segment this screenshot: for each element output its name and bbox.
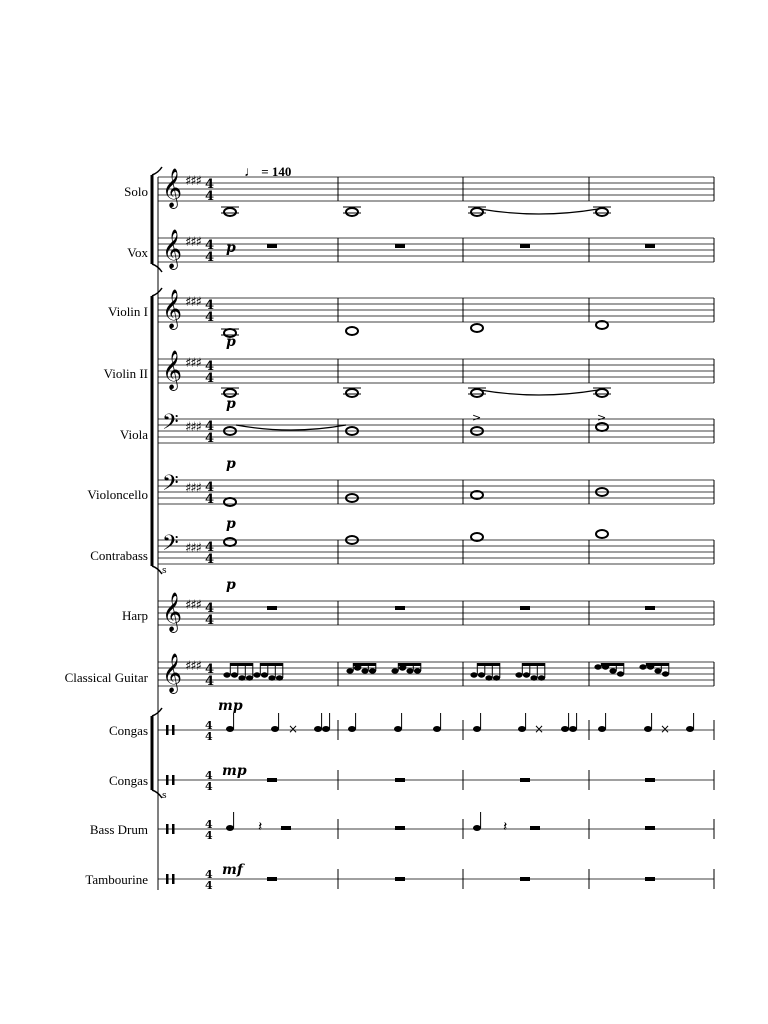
treble-clef-icon: 𝄞 — [162, 350, 183, 390]
whole-rest — [395, 826, 405, 830]
quarter-note — [473, 825, 481, 831]
quarter-note — [226, 726, 234, 732]
note-beam — [230, 663, 253, 666]
whole-rest — [530, 826, 540, 830]
instrument-label-viola: Viola — [119, 427, 148, 442]
dynamic-solo: p — [226, 240, 236, 256]
key-signature-sharps: ♯♯♯ — [185, 541, 201, 556]
muted-note-x: × — [660, 722, 671, 736]
time-signature-bottom: 4 — [205, 552, 215, 567]
whole-rest — [645, 877, 655, 881]
key-signature-sharps: ♯♯♯ — [185, 174, 201, 189]
time-signature-bottom: 4 — [205, 492, 215, 507]
key-signature-sharps: ♯♯♯ — [185, 295, 201, 310]
whole-note — [224, 498, 236, 506]
tempo-marking — [244, 164, 291, 181]
whole-rest — [520, 606, 530, 610]
time-signature-top: 4 — [205, 818, 213, 831]
key-signature-sharps: ♯♯♯ — [185, 481, 201, 496]
quarter-note — [433, 726, 441, 732]
tie — [480, 209, 598, 214]
instrument-label-bass-drum: Bass Drum — [89, 822, 148, 837]
percussion-clef-icon — [166, 874, 169, 884]
barlines — [158, 177, 714, 889]
bracket-strings-top — [152, 288, 162, 296]
percussion-footer-mark: s — [162, 791, 167, 801]
whole-rest — [395, 778, 405, 782]
eighth-note — [361, 668, 368, 673]
eighth-note — [354, 665, 361, 670]
eighth-note — [223, 672, 230, 677]
eighth-note — [399, 665, 406, 670]
bass-clef-icon: 𝄢 — [162, 531, 179, 561]
time-signature-bottom: 4 — [205, 730, 213, 743]
percussion-clef-icon — [166, 775, 169, 785]
quarter-note — [598, 726, 606, 732]
eighth-note — [246, 675, 253, 680]
treble-clef-icon: 𝄞 — [162, 168, 183, 208]
quarter-rest-icon: 𝄽 — [503, 819, 508, 835]
whole-rest — [267, 877, 277, 881]
quarter-note — [271, 726, 279, 732]
eighth-note — [268, 675, 275, 680]
quarter-note — [518, 726, 526, 732]
quarter-rest-icon: 𝄽 — [258, 819, 263, 835]
dynamic-violin2: p — [226, 396, 236, 412]
whole-rest — [281, 826, 291, 830]
time-signature-top: 4 — [205, 298, 215, 313]
whole-note — [471, 324, 483, 332]
eighth-note — [538, 675, 545, 680]
strings-footer-mark: s — [162, 566, 167, 576]
whole-rest — [645, 778, 655, 782]
time-signature-top: 4 — [205, 662, 215, 677]
dynamic-cello: p — [226, 516, 236, 532]
whole-note — [224, 208, 236, 216]
instrument-label-guitar: Classical Guitar — [64, 670, 148, 685]
instrument-label-cello: Violoncello — [87, 487, 148, 502]
bracket-strings-bottom — [152, 566, 162, 574]
eighth-note — [523, 672, 530, 677]
time-signature-bottom: 4 — [205, 189, 215, 204]
whole-rest — [645, 606, 655, 610]
eighth-note — [253, 672, 260, 677]
quarter-note-icon: ♩ — [244, 165, 258, 180]
note-beam — [646, 663, 669, 666]
bracket-solo-vox-bottom — [152, 264, 162, 272]
quarter-note — [314, 726, 322, 732]
note-beam — [398, 663, 421, 666]
quarter-note — [569, 726, 577, 732]
quarter-note — [473, 726, 481, 732]
time-signature-top: 4 — [205, 719, 213, 732]
accent-mark: > — [597, 411, 607, 424]
time-signature-top: 4 — [205, 540, 215, 555]
treble-clef-icon: 𝄞 — [162, 289, 183, 329]
bracket-solo-vox-top — [152, 167, 162, 175]
time-signature-top: 4 — [205, 480, 215, 495]
eighth-note — [530, 675, 537, 680]
whole-rest — [520, 877, 530, 881]
time-signature-bottom: 4 — [205, 829, 213, 842]
treble-clef-icon: 𝄞 — [162, 653, 183, 693]
bass-clef-icon: 𝄢 — [162, 410, 179, 440]
dynamic-violin1: p — [226, 334, 236, 350]
eighth-note — [391, 668, 398, 673]
muted-note-x: × — [534, 722, 545, 736]
key-signature-sharps: ♯♯♯ — [185, 235, 201, 250]
note-beam — [601, 663, 624, 666]
instrument-label-violin1: Violin I — [107, 304, 148, 319]
quarter-note — [322, 726, 330, 732]
whole-note — [346, 327, 358, 335]
time-signature-bottom: 4 — [205, 674, 215, 689]
time-signature-bottom: 4 — [205, 613, 215, 628]
quarter-note — [394, 726, 402, 732]
quarter-note — [226, 825, 234, 831]
dynamic-viola: p — [226, 456, 236, 472]
whole-note — [596, 423, 608, 431]
note-beam — [477, 663, 500, 666]
eighth-note — [369, 668, 376, 673]
instrument-label-violin2: Violin II — [103, 366, 148, 381]
time-signature-top: 4 — [205, 177, 215, 192]
eighth-note — [485, 675, 492, 680]
eighth-note — [609, 668, 616, 673]
whole-rest — [267, 606, 277, 610]
instrument-label-tambourine: Tambourine — [85, 872, 148, 887]
eighth-note — [639, 664, 646, 669]
eighth-note — [231, 672, 238, 677]
time-signature-bottom: 4 — [205, 879, 213, 892]
instrument-label-congas-1: Congas — [109, 723, 148, 738]
note-beam — [522, 663, 545, 666]
eighth-note — [493, 675, 500, 680]
tie — [236, 425, 346, 430]
instrument-label-congas-2: Congas — [109, 773, 148, 788]
eighth-note — [594, 664, 601, 669]
eighth-note — [414, 668, 421, 673]
time-signature-top: 4 — [205, 868, 213, 881]
whole-rest — [645, 826, 655, 830]
key-signature-sharps: ♯♯♯ — [185, 356, 201, 371]
tie — [480, 390, 598, 395]
bracket-congas-top — [152, 708, 162, 716]
whole-rest — [395, 244, 405, 248]
muted-note-x: × — [288, 722, 299, 736]
bass-clef-icon: 𝄢 — [162, 471, 179, 501]
time-signature-bottom: 4 — [205, 371, 215, 386]
whole-rest — [395, 877, 405, 881]
system-brackets — [152, 167, 167, 890]
time-signature-top: 4 — [205, 601, 215, 616]
whole-note — [596, 530, 608, 538]
whole-rest — [520, 244, 530, 248]
key-signature-sharps: ♯♯♯ — [185, 420, 201, 435]
note-beam — [260, 663, 283, 666]
instrument-label-vox: Vox — [127, 245, 148, 260]
percussion-clef-icon — [172, 874, 175, 884]
dynamic-guitar: mp — [218, 698, 243, 714]
tempo-value: = 140 — [261, 164, 292, 179]
percussion-clef-icon — [172, 775, 175, 785]
treble-clef-icon: 𝄞 — [162, 229, 183, 269]
eighth-note — [406, 668, 413, 673]
percussion-clef-icon — [172, 725, 175, 735]
percussion-clef-icon — [172, 824, 175, 834]
instrument-label-contrabass: Contrabass — [90, 548, 148, 563]
eighth-note — [478, 672, 485, 677]
accent-mark: > — [472, 411, 482, 424]
whole-note — [346, 208, 358, 216]
time-signature-bottom: 4 — [205, 780, 213, 793]
quarter-note — [686, 726, 694, 732]
treble-clef-icon: 𝄞 — [162, 592, 183, 632]
dynamic-contrabass: p — [226, 577, 236, 593]
time-signature-top: 4 — [205, 769, 213, 782]
eighth-note — [261, 672, 268, 677]
eighth-note — [276, 675, 283, 680]
key-signature-sharps: ♯♯♯ — [185, 659, 201, 674]
dynamic-tambourine: mf — [222, 862, 243, 878]
time-signature-top: 4 — [205, 419, 215, 434]
eighth-note — [346, 668, 353, 673]
time-signature-top: 4 — [205, 359, 215, 374]
whole-rest — [645, 244, 655, 248]
quarter-note — [348, 726, 356, 732]
whole-rest — [267, 244, 277, 248]
bracket-congas-bottom — [152, 790, 162, 798]
clefs — [162, 168, 214, 892]
whole-rest — [395, 606, 405, 610]
quarter-note — [644, 726, 652, 732]
instrument-label-harp: Harp — [122, 608, 148, 623]
eighth-note — [617, 671, 624, 676]
time-signature-bottom: 4 — [205, 310, 215, 325]
eighth-note — [470, 672, 477, 677]
eighth-note — [654, 668, 661, 673]
quarter-note — [561, 726, 569, 732]
time-signature-bottom: 4 — [205, 250, 215, 265]
dynamic-congas-2: mp — [222, 763, 247, 779]
percussion-clef-icon — [166, 824, 169, 834]
eighth-note — [238, 675, 245, 680]
whole-note — [346, 389, 358, 397]
time-signature-bottom: 4 — [205, 431, 215, 446]
percussion-clef-icon — [166, 725, 169, 735]
time-signature-top: 4 — [205, 238, 215, 253]
note-beam — [353, 663, 376, 666]
key-signature-sharps: ♯♯♯ — [185, 598, 201, 613]
eighth-note — [662, 671, 669, 676]
eighth-note — [515, 672, 522, 677]
instrument-label-solo: Solo — [124, 184, 148, 199]
whole-rest — [520, 778, 530, 782]
whole-rest — [267, 778, 277, 782]
whole-note — [224, 538, 236, 546]
